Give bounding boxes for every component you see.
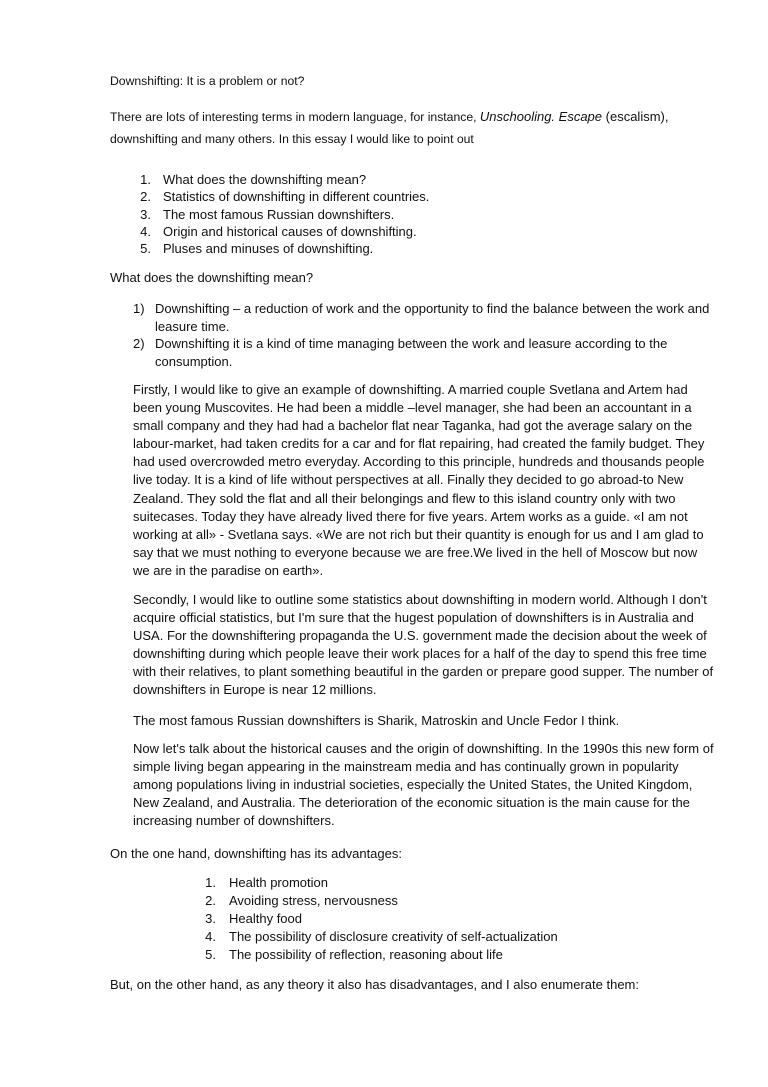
intro-text-start: There are lots of interesting terms in modern language, for instance, [110, 110, 480, 124]
list-text: Pluses and minuses of downshifting. [163, 241, 374, 257]
intro-text-line2: downshifting and many others. In this essay I would like to point out [110, 132, 474, 146]
list-number: 2. [140, 189, 151, 205]
list-number: 4. [140, 223, 151, 239]
paragraph-statistics: Secondly, I would like to outline some statistics about downshifting in modern world. Although I don't acquire official statistics, but I'm sure that the hugest population of downshifters is in Australia and USA. For the downshiftering propaganda the U.S. government made the decision about the week of downshifting during which people leave their work places for a half of the day to spend this free time with their relatives, to plant something beautiful in the garden or prepare good supper. The number of downshifters in Europe is near 12 millions. [133, 592, 714, 698]
list-text: The most famous Russian downshifters. [163, 206, 395, 222]
section-heading-definition: What does the downshifting mean? [110, 270, 314, 285]
list-text: Statistics of downshifting in different countries. [163, 189, 430, 205]
list-number: 1. [140, 172, 151, 187]
list-text: Origin and historical causes of downshifting. [163, 223, 417, 239]
paragraph-famous-downshifters: The most famous Russian downshifters is Sharik, Matroskin and Uncle Fedor I think. [133, 713, 620, 728]
list-number: 1. [205, 875, 216, 890]
list-text: Downshifting it is a kind of time managing between the work and leasure according to the consumption. [155, 336, 668, 369]
list-text: The possibility of disclosure creativity of self-actualization [229, 929, 558, 944]
list-number: 5. [140, 241, 151, 257]
intro-italic-terms: Unschooling. Escape [479, 109, 603, 124]
advantages-heading: On the one hand, downshifting has its advantages: [110, 846, 402, 861]
list-text: Downshifting – a reduction of work and the opportunity to find the balance between the work and leasure time. [155, 301, 710, 334]
list-number: 3. [140, 206, 151, 222]
list-text: Health promotion [229, 875, 328, 890]
document-title: Downshifting: It is a problem or not? [110, 74, 305, 88]
list-text: Avoiding stress, nervousness [229, 893, 398, 908]
intro-text-after-italic: (escalism), [602, 109, 669, 124]
list-item [133, 335, 715, 370]
list-number: 3. [205, 911, 216, 926]
list-number: 1) [133, 301, 145, 316]
list-number: 5. [205, 947, 216, 962]
list-number: 2. [205, 893, 216, 908]
intro-paragraph [110, 106, 710, 150]
list-number: 4. [205, 929, 216, 944]
list-item [133, 300, 715, 335]
disadvantages-intro: But, on the other hand, as any theory it also has disadvantages, and I also enumerate them: [110, 977, 640, 992]
paragraph-history: Now let's talk about the historical causes and the origin of downshifting. In the 1990s this new form of simple living began appearing in the mainstream media and has continually grown in popularity among populations living in industrial societies, especially the United States, the United Kingdom, New Zealand, and Australia. The deterioration of the economic situation is the main cause for the increasing number of downshifters. [133, 741, 714, 829]
list-text: What does the downshifting mean? [163, 172, 367, 187]
definitions-list [133, 300, 715, 370]
paragraph-example: Firstly, I would like to give an example of downshifting. A married couple Svetlana and Artem had been young Muscovites. He had been a middle –level manager, she had been an accountant in a small company and they had had a bachelor flat near Taganka, had got the average salary on the labour-market, had taken credits for a car and for flat repairing, had created the family budget. They had used overcrowded metro everyday. According to this principle, hundreds and thousands people live today. It is a kind of life without perspectives at all. Finally they decided to go abroad-to New Zealand. They sold the flat and all their belongings and flew to this island country only with two suitecases. Today they have already lived there for five years. Artem works as a guide. «I am not working at all» - Svetlana says. «We are not rich but their quantity is enough for us and I am glad to say that we must nothing to everyone because we are free.We lived in the hell of Moscow but now we are in the paradise on earth». [133, 382, 705, 578]
list-number: 2) [133, 336, 145, 351]
list-text: Healthy food [229, 911, 302, 926]
list-text: The possibility of reflection, reasoning about life [229, 947, 503, 962]
